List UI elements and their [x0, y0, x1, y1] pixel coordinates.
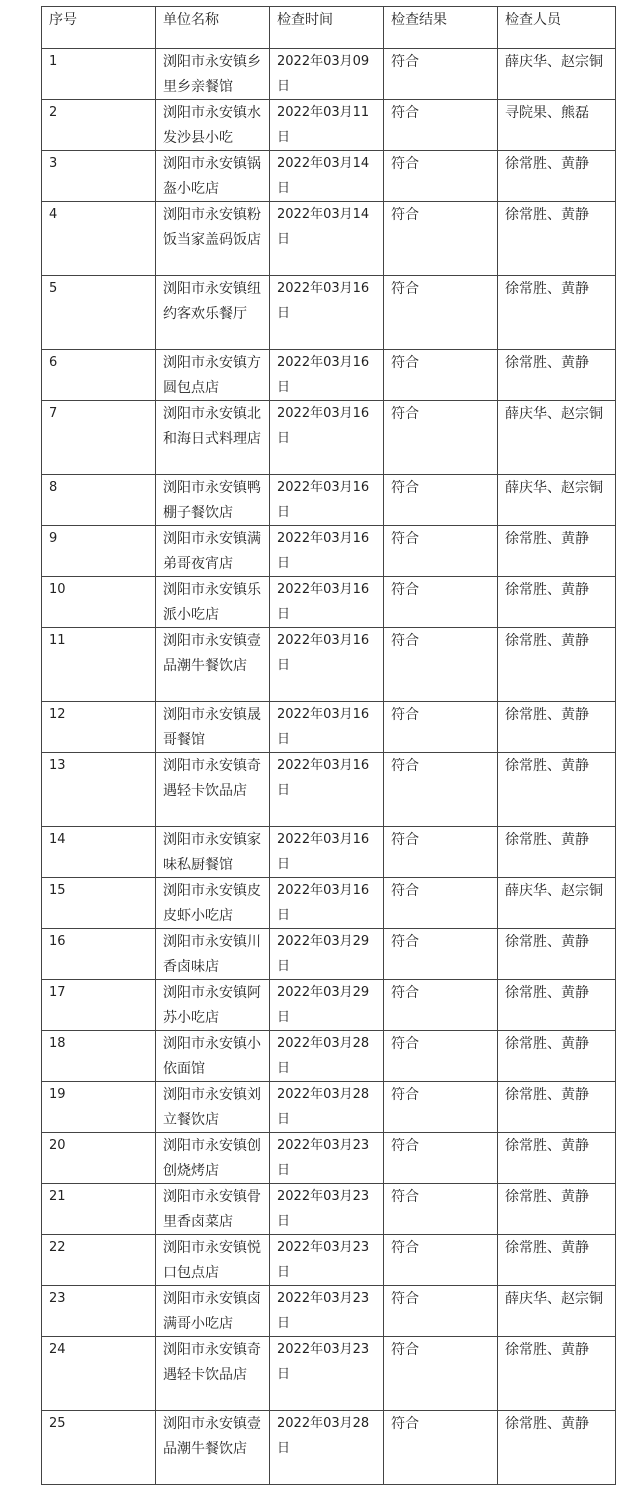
- row-name: 浏阳市永安镇壹品潮牛餐饮店: [156, 628, 270, 702]
- row-date: 2022年03月16日: [270, 577, 384, 628]
- table-row: [42, 100, 616, 151]
- row-date: 2022年03月28日: [270, 1082, 384, 1133]
- row-name: 浏阳市永安镇刘立餐饮店: [156, 1082, 270, 1133]
- row-no: 24: [42, 1337, 156, 1411]
- table-row: [42, 929, 616, 980]
- row-no: 9: [42, 526, 156, 577]
- row-no: 14: [42, 827, 156, 878]
- row-result: 符合: [384, 1082, 498, 1133]
- row-name: 浏阳市永安镇创创烧烤店: [156, 1133, 270, 1184]
- row-no: 2: [42, 100, 156, 151]
- row-name: 浏阳市永安镇晟哥餐馆: [156, 702, 270, 753]
- row-inspectors: 徐常胜、黄静: [498, 1031, 616, 1082]
- row-result: 符合: [384, 100, 498, 151]
- row-inspectors: 徐常胜、黄静: [498, 202, 616, 276]
- row-inspectors: 徐常胜、黄静: [498, 1337, 616, 1411]
- row-date: 2022年03月23日: [270, 1235, 384, 1286]
- row-name: 浏阳市永安镇奇遇轻卡饮品店: [156, 1337, 270, 1411]
- row-result: 符合: [384, 202, 498, 276]
- row-inspectors: 徐常胜、黄静: [498, 628, 616, 702]
- row-inspectors: 薛庆华、赵宗铜: [498, 401, 616, 475]
- row-inspectors: 徐常胜、黄静: [498, 929, 616, 980]
- table-row: [42, 753, 616, 827]
- table-row: [42, 49, 616, 100]
- row-no: 22: [42, 1235, 156, 1286]
- row-no: 10: [42, 577, 156, 628]
- row-result: 符合: [384, 1133, 498, 1184]
- row-date: 2022年03月14日: [270, 151, 384, 202]
- row-name: 浏阳市永安镇乐派小吃店: [156, 577, 270, 628]
- table-row: [42, 1411, 616, 1485]
- row-inspectors: 徐常胜、黄静: [498, 577, 616, 628]
- row-no: 21: [42, 1184, 156, 1235]
- row-inspectors: 薛庆华、赵宗铜: [498, 1286, 616, 1337]
- row-date: 2022年03月16日: [270, 276, 384, 350]
- row-date: 2022年03月28日: [270, 1411, 384, 1485]
- row-inspectors: 薛庆华、赵宗铜: [498, 49, 616, 100]
- row-result: 符合: [384, 753, 498, 827]
- table-row: [42, 276, 616, 350]
- row-inspectors: 徐常胜、黄静: [498, 1411, 616, 1485]
- row-result: 符合: [384, 577, 498, 628]
- table-row: [42, 878, 616, 929]
- table-row: [42, 1235, 616, 1286]
- row-date: 2022年03月16日: [270, 827, 384, 878]
- row-inspectors: 徐常胜、黄静: [498, 1133, 616, 1184]
- row-name: 浏阳市永安镇鸭棚子餐饮店: [156, 475, 270, 526]
- row-name: 浏阳市永安镇锅盔小吃店: [156, 151, 270, 202]
- row-name: 浏阳市永安镇川香卤味店: [156, 929, 270, 980]
- row-date: 2022年03月16日: [270, 628, 384, 702]
- row-inspectors: 徐常胜、黄静: [498, 702, 616, 753]
- row-result: 符合: [384, 827, 498, 878]
- row-name: 浏阳市永安镇满弟哥夜宵店: [156, 526, 270, 577]
- row-date: 2022年03月16日: [270, 702, 384, 753]
- header-no: 序号: [42, 7, 156, 49]
- table-row: [42, 980, 616, 1031]
- table-row: [42, 1133, 616, 1184]
- table-row: [42, 475, 616, 526]
- row-inspectors: 徐常胜、黄静: [498, 1082, 616, 1133]
- row-date: 2022年03月29日: [270, 929, 384, 980]
- row-no: 4: [42, 202, 156, 276]
- header-inspectors: 检查人员: [498, 7, 616, 49]
- header-date: 检查时间: [270, 7, 384, 49]
- row-no: 6: [42, 350, 156, 401]
- table-row: [42, 1184, 616, 1235]
- row-no: 25: [42, 1411, 156, 1485]
- row-no: 12: [42, 702, 156, 753]
- table-row: [42, 401, 616, 475]
- row-no: 16: [42, 929, 156, 980]
- table-row: [42, 702, 616, 753]
- row-result: 符合: [384, 628, 498, 702]
- row-inspectors: 徐常胜、黄静: [498, 980, 616, 1031]
- row-name: 浏阳市永安镇纽约客欢乐餐厅: [156, 276, 270, 350]
- table-row: [42, 577, 616, 628]
- row-result: 符合: [384, 49, 498, 100]
- row-name: 浏阳市永安镇骨里香卤菜店: [156, 1184, 270, 1235]
- row-no: 19: [42, 1082, 156, 1133]
- row-inspectors: 寻院果、熊磊: [498, 100, 616, 151]
- table-row: [42, 628, 616, 702]
- row-name: 浏阳市永安镇小依面馆: [156, 1031, 270, 1082]
- row-result: 符合: [384, 151, 498, 202]
- row-date: 2022年03月14日: [270, 202, 384, 276]
- inspection-table: [41, 6, 616, 1485]
- row-date: 2022年03月16日: [270, 401, 384, 475]
- row-name: 浏阳市永安镇壹品潮牛餐饮店: [156, 1411, 270, 1485]
- row-result: 符合: [384, 475, 498, 526]
- row-inspectors: 薛庆华、赵宗铜: [498, 475, 616, 526]
- row-inspectors: 徐常胜、黄静: [498, 276, 616, 350]
- row-result: 符合: [384, 1286, 498, 1337]
- row-result: 符合: [384, 1184, 498, 1235]
- row-name: 浏阳市永安镇卤满哥小吃店: [156, 1286, 270, 1337]
- row-date: 2022年03月29日: [270, 980, 384, 1031]
- row-inspectors: 徐常胜、黄静: [498, 350, 616, 401]
- row-no: 5: [42, 276, 156, 350]
- row-no: 23: [42, 1286, 156, 1337]
- row-date: 2022年03月11日: [270, 100, 384, 151]
- table-row: [42, 1082, 616, 1133]
- row-no: 13: [42, 753, 156, 827]
- header-row: [42, 7, 616, 49]
- table-row: [42, 827, 616, 878]
- row-no: 7: [42, 401, 156, 475]
- row-no: 3: [42, 151, 156, 202]
- row-inspectors: 徐常胜、黄静: [498, 526, 616, 577]
- row-date: 2022年03月28日: [270, 1031, 384, 1082]
- row-result: 符合: [384, 929, 498, 980]
- row-inspectors: 徐常胜、黄静: [498, 1235, 616, 1286]
- row-result: 符合: [384, 1235, 498, 1286]
- row-inspectors: 徐常胜、黄静: [498, 753, 616, 827]
- row-result: 符合: [384, 702, 498, 753]
- row-inspectors: 徐常胜、黄静: [498, 1184, 616, 1235]
- row-inspectors: 徐常胜、黄静: [498, 827, 616, 878]
- row-no: 1: [42, 49, 156, 100]
- table-row: [42, 1286, 616, 1337]
- row-result: 符合: [384, 1337, 498, 1411]
- row-date: 2022年03月16日: [270, 475, 384, 526]
- header-result: 检查结果: [384, 7, 498, 49]
- row-no: 11: [42, 628, 156, 702]
- row-result: 符合: [384, 1031, 498, 1082]
- row-result: 符合: [384, 276, 498, 350]
- table-row: [42, 151, 616, 202]
- row-result: 符合: [384, 526, 498, 577]
- row-no: 20: [42, 1133, 156, 1184]
- row-name: 浏阳市永安镇奇遇轻卡饮品店: [156, 753, 270, 827]
- row-name: 浏阳市永安镇皮皮虾小吃店: [156, 878, 270, 929]
- row-result: 符合: [384, 401, 498, 475]
- row-name: 浏阳市永安镇北和海日式料理店: [156, 401, 270, 475]
- table-row: [42, 1337, 616, 1411]
- row-name: 浏阳市永安镇乡里乡亲餐馆: [156, 49, 270, 100]
- row-inspectors: 薛庆华、赵宗铜: [498, 878, 616, 929]
- table-row: [42, 526, 616, 577]
- row-result: 符合: [384, 350, 498, 401]
- row-no: 18: [42, 1031, 156, 1082]
- row-name: 浏阳市永安镇水发沙县小吃: [156, 100, 270, 151]
- table-row: [42, 202, 616, 276]
- row-name: 浏阳市永安镇悦口包点店: [156, 1235, 270, 1286]
- row-date: 2022年03月09日: [270, 49, 384, 100]
- row-result: 符合: [384, 878, 498, 929]
- row-date: 2022年03月16日: [270, 526, 384, 577]
- table-row: [42, 1031, 616, 1082]
- row-name: 浏阳市永安镇方圆包点店: [156, 350, 270, 401]
- header-name: 单位名称: [156, 7, 270, 49]
- row-inspectors: 徐常胜、黄静: [498, 151, 616, 202]
- row-date: 2022年03月23日: [270, 1337, 384, 1411]
- row-no: 15: [42, 878, 156, 929]
- row-date: 2022年03月23日: [270, 1133, 384, 1184]
- row-name: 浏阳市永安镇家味私厨餐馆: [156, 827, 270, 878]
- row-no: 17: [42, 980, 156, 1031]
- row-result: 符合: [384, 980, 498, 1031]
- row-name: 浏阳市永安镇阿苏小吃店: [156, 980, 270, 1031]
- row-name: 浏阳市永安镇粉饭当家盖码饭店: [156, 202, 270, 276]
- row-date: 2022年03月23日: [270, 1286, 384, 1337]
- table-row: [42, 350, 616, 401]
- row-date: 2022年03月16日: [270, 350, 384, 401]
- row-result: 符合: [384, 1411, 498, 1485]
- row-no: 8: [42, 475, 156, 526]
- row-date: 2022年03月23日: [270, 1184, 384, 1235]
- row-date: 2022年03月16日: [270, 753, 384, 827]
- row-date: 2022年03月16日: [270, 878, 384, 929]
